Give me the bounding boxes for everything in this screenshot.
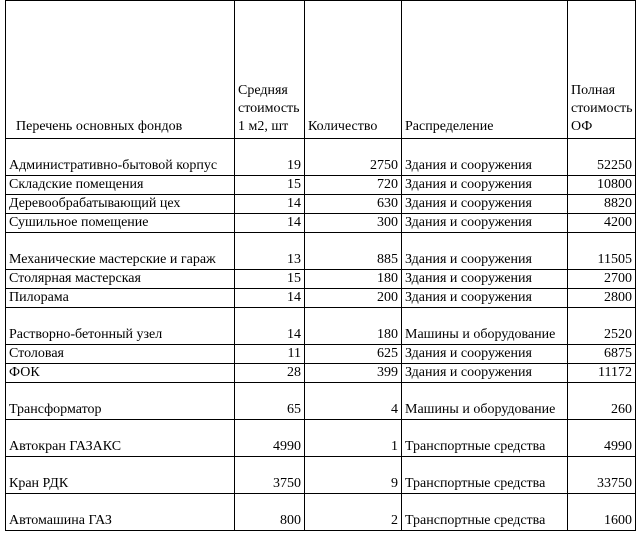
cell-quantity: 720	[305, 176, 402, 195]
cell-quantity: 180	[305, 270, 402, 289]
cell-name: ФОК	[6, 364, 235, 383]
table-row	[6, 383, 636, 420]
cell-distribution: Здания и сооружения	[402, 139, 568, 176]
header-quantity: Количество	[305, 1, 402, 139]
cell-distribution: Транспортные средства	[402, 420, 568, 457]
cell-full-cost: 52250	[568, 139, 636, 176]
header-distribution: Распределение	[402, 1, 568, 139]
cell-full-cost: 1600	[568, 494, 636, 531]
cell-name: Автокран ГАЗАКС	[6, 420, 235, 457]
cell-full-cost: 4200	[568, 214, 636, 233]
cell-distribution: Здания и сооружения	[402, 289, 568, 308]
cell-quantity: 9	[305, 457, 402, 494]
cell-name: Сушильное помещение	[6, 214, 235, 233]
fixed-assets-table	[5, 0, 636, 531]
cell-quantity: 625	[305, 345, 402, 364]
cell-avg-cost: 3750	[235, 457, 305, 494]
cell-distribution: Здания и сооружения	[402, 270, 568, 289]
cell-distribution: Здания и сооружения	[402, 233, 568, 270]
cell-full-cost: 33750	[568, 457, 636, 494]
table-row	[6, 364, 636, 383]
cell-quantity: 180	[305, 308, 402, 345]
cell-full-cost: 8820	[568, 195, 636, 214]
cell-name: Трансформатор	[6, 383, 235, 420]
cell-name: Деревообрабатывающий цех	[6, 195, 235, 214]
cell-avg-cost: 14	[235, 195, 305, 214]
cell-avg-cost: 15	[235, 176, 305, 195]
header-avg-cost: Средняя стоимость 1 м2, шт	[235, 1, 305, 139]
cell-name: Пилорама	[6, 289, 235, 308]
cell-full-cost: 260	[568, 383, 636, 420]
table-row	[6, 233, 636, 270]
table-row	[6, 457, 636, 494]
cell-avg-cost: 11	[235, 345, 305, 364]
cell-distribution: Здания и сооружения	[402, 364, 568, 383]
cell-distribution: Машины и оборудование	[402, 308, 568, 345]
cell-distribution: Здания и сооружения	[402, 214, 568, 233]
cell-distribution: Здания и сооружения	[402, 176, 568, 195]
cell-avg-cost: 65	[235, 383, 305, 420]
cell-avg-cost: 800	[235, 494, 305, 531]
cell-distribution: Транспортные средства	[402, 494, 568, 531]
cell-name: Административно-бытовой корпус	[6, 139, 235, 176]
cell-full-cost: 2700	[568, 270, 636, 289]
cell-name: Автомашина ГАЗ	[6, 494, 235, 531]
cell-full-cost: 6875	[568, 345, 636, 364]
cell-avg-cost: 19	[235, 139, 305, 176]
cell-quantity: 1	[305, 420, 402, 457]
cell-full-cost: 10800	[568, 176, 636, 195]
table-row	[6, 139, 636, 176]
cell-quantity: 630	[305, 195, 402, 214]
table-row	[6, 494, 636, 531]
table-row	[6, 195, 636, 214]
cell-avg-cost: 28	[235, 364, 305, 383]
cell-full-cost: 2800	[568, 289, 636, 308]
cell-name: Кран РДК	[6, 457, 235, 494]
table-row	[6, 289, 636, 308]
cell-quantity: 200	[305, 289, 402, 308]
table-row	[6, 270, 636, 289]
cell-avg-cost: 14	[235, 308, 305, 345]
cell-name: Столярная мастерская	[6, 270, 235, 289]
cell-avg-cost: 14	[235, 289, 305, 308]
cell-name: Складские помещения	[6, 176, 235, 195]
cell-quantity: 2750	[305, 139, 402, 176]
cell-name: Механические мастерские и гараж	[6, 233, 235, 270]
cell-name: Столовая	[6, 345, 235, 364]
table-row	[6, 214, 636, 233]
cell-quantity: 2	[305, 494, 402, 531]
cell-full-cost: 4990	[568, 420, 636, 457]
header-full-cost: Полная стоимость ОФ	[568, 1, 636, 139]
cell-avg-cost: 14	[235, 214, 305, 233]
cell-avg-cost: 15	[235, 270, 305, 289]
cell-full-cost: 11505	[568, 233, 636, 270]
cell-quantity: 4	[305, 383, 402, 420]
cell-distribution: Машины и оборудование	[402, 383, 568, 420]
cell-avg-cost: 4990	[235, 420, 305, 457]
cell-distribution: Здания и сооружения	[402, 345, 568, 364]
header-name: Перечень основных фондов	[6, 1, 235, 139]
cell-quantity: 399	[305, 364, 402, 383]
cell-full-cost: 11172	[568, 364, 636, 383]
cell-distribution: Транспортные средства	[402, 457, 568, 494]
cell-quantity: 300	[305, 214, 402, 233]
cell-quantity: 885	[305, 233, 402, 270]
cell-name: Растворно-бетонный узел	[6, 308, 235, 345]
header-row	[6, 1, 636, 139]
table-row	[6, 176, 636, 195]
cell-distribution: Здания и сооружения	[402, 195, 568, 214]
table-row	[6, 308, 636, 345]
cell-avg-cost: 13	[235, 233, 305, 270]
table-row	[6, 420, 636, 457]
table-row	[6, 345, 636, 364]
cell-full-cost: 2520	[568, 308, 636, 345]
